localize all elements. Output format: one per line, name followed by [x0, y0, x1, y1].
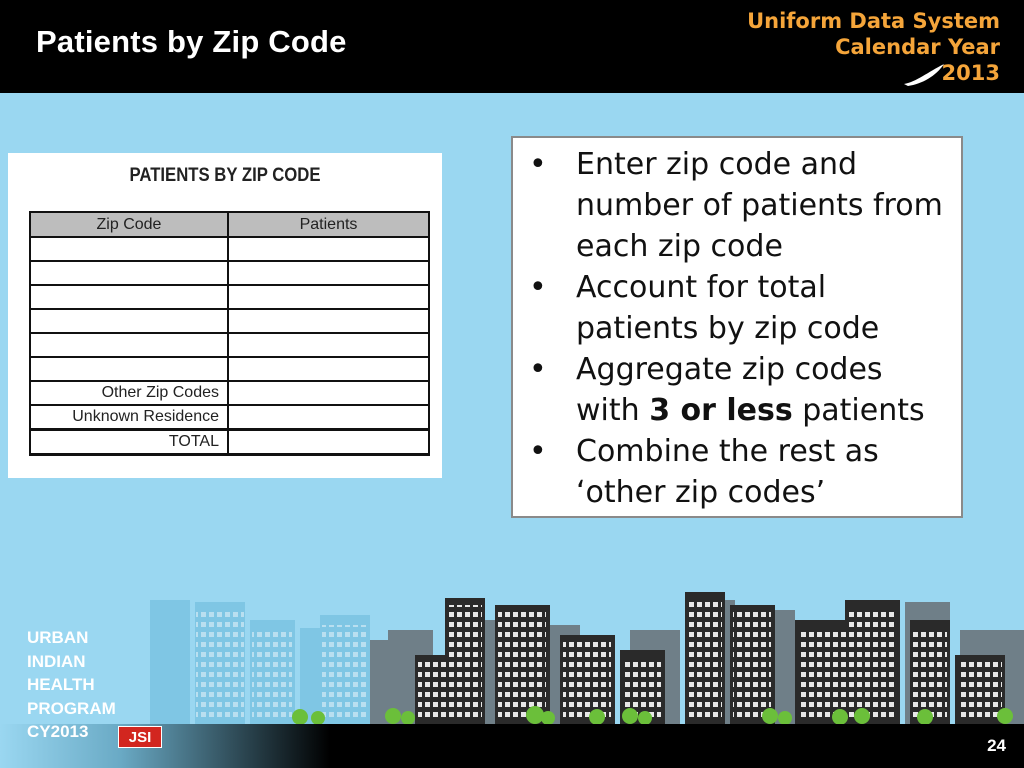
- table-cell: [30, 357, 228, 381]
- table-cell: [30, 309, 228, 333]
- table-row-total: [30, 430, 429, 455]
- column-header-patients: Patients: [228, 212, 429, 237]
- program-line-program: PROGRAM: [27, 698, 116, 718]
- bullet-text: Account for total patients by zip code: [576, 270, 880, 346]
- uds-line-3: 2013: [941, 61, 1000, 85]
- table-cell: [228, 285, 429, 309]
- table-cell: [30, 237, 228, 261]
- uds-logo-text: [747, 8, 1000, 86]
- table-cell: [228, 237, 429, 261]
- row-label-total: TOTAL: [30, 430, 228, 455]
- leaf-swoosh-icon: [902, 62, 946, 88]
- bullet-marker: •: [529, 434, 547, 469]
- bullet-text-bold: 3 or less: [649, 393, 793, 428]
- table-cell: [30, 285, 228, 309]
- program-label: [27, 626, 116, 744]
- form-title: PATIENTS BY ZIP CODE: [129, 165, 321, 186]
- table-row: [30, 285, 429, 309]
- program-line-urban: URBAN: [27, 628, 89, 647]
- table-row-other: [30, 381, 429, 405]
- city-skyline-illustration: [0, 580, 1024, 730]
- bullet-text-pre: Aggregate zip codes with: [576, 352, 883, 428]
- row-label-unknown: Unknown Residence: [30, 405, 228, 430]
- table-header-row: [30, 212, 429, 237]
- table-row: [30, 237, 429, 261]
- bullet-text-post: patients: [792, 393, 925, 428]
- bullet-item: [523, 349, 953, 431]
- uds-line-2: Calendar Year: [835, 35, 1000, 59]
- bullet-text: Combine the rest as ‘other zip codes’: [576, 434, 879, 510]
- bullet-marker: •: [529, 270, 547, 305]
- bullet-list: [523, 144, 953, 513]
- table-row: [30, 261, 429, 285]
- bullet-marker: •: [529, 352, 547, 387]
- table-cell: [228, 309, 429, 333]
- zip-code-form-image: [8, 153, 442, 478]
- bullet-marker: •: [529, 147, 547, 182]
- table-cell: [228, 430, 429, 455]
- program-line-cy: CY2013: [27, 722, 89, 741]
- jsi-logo: JSI: [118, 726, 162, 748]
- table-cell: [228, 381, 429, 405]
- bullet-item: [523, 144, 953, 267]
- bullet-text: Enter zip code and number of patients from each zip code: [576, 147, 943, 264]
- table-cell: [228, 333, 429, 357]
- table-cell: [228, 405, 429, 430]
- bullet-item: [523, 267, 953, 349]
- uds-line-1: Uniform Data System: [747, 9, 1000, 33]
- program-line-indian: INDIAN: [27, 651, 86, 671]
- page-number: 24: [987, 736, 1006, 755]
- bullet-item: [523, 431, 953, 513]
- column-header-zip: Zip Code: [30, 212, 228, 237]
- table-cell: [30, 333, 228, 357]
- table-cell: [30, 261, 228, 285]
- table-row: [30, 333, 429, 357]
- program-line-health: HEALTH: [27, 675, 95, 694]
- table-cell: [228, 261, 429, 285]
- table-row-unknown: [30, 405, 429, 430]
- instructions-box: [511, 136, 963, 518]
- table-row: [30, 357, 429, 381]
- slide-title: Patients by Zip Code: [36, 24, 347, 59]
- table-cell: [228, 357, 429, 381]
- zip-code-table: [29, 211, 430, 456]
- table-row: [30, 309, 429, 333]
- row-label-other: Other Zip Codes: [30, 381, 228, 405]
